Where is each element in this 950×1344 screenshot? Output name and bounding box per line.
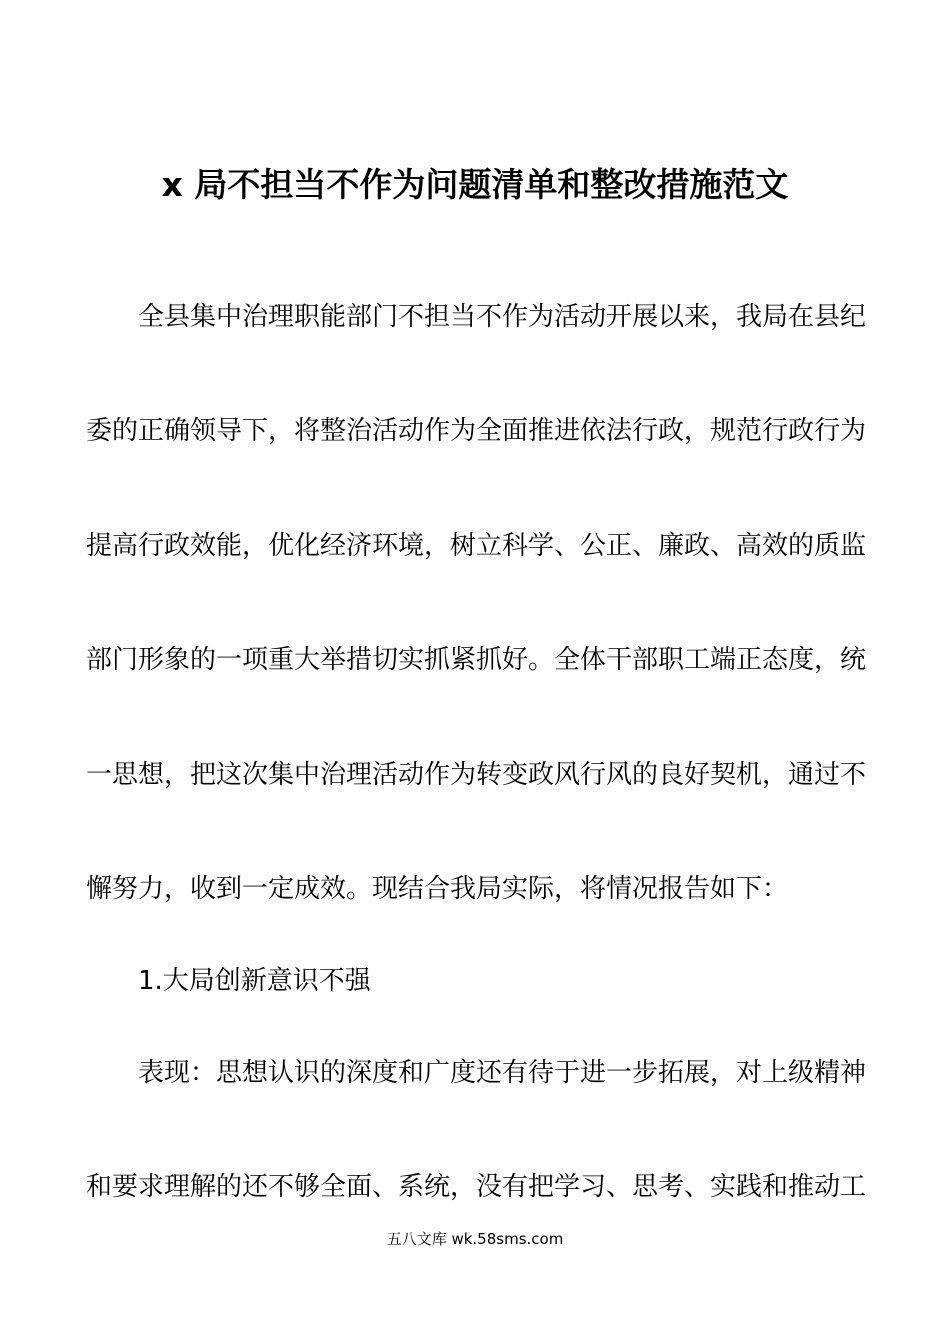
paragraph-line-4: 部门形象的一项重大举措切实抓紧抓好。全体干部职工端正态度，统 (86, 645, 866, 675)
paragraph-line-5: 一思想，把这次集中治理活动作为转变政风行风的良好契机，通过不 (86, 760, 866, 790)
paragraph-line-7: 表现：思想认识的深度和广度还有待于进一步拓展，对上级精神 (138, 1058, 866, 1088)
document-title: x 局不担当不作为问题清单和整改措施范文 (161, 165, 789, 204)
page-footer: 五八文库 wk.58sms.com (386, 1230, 564, 1248)
paragraph-line-2: 委的正确领导下，将整治活动作为全面推进依法行政，规范行政行为 (86, 416, 866, 446)
paragraph-line-1: 全县集中治理职能部门不担当不作为活动开展以来，我局在县纪 (138, 302, 866, 332)
section-heading: 1.大局创新意识不强 (138, 966, 371, 996)
paragraph-line-3: 提高行政效能，优化经济环境，树立科学、公正、廉政、高效的质监 (86, 531, 866, 561)
paragraph-line-8: 和要求理解的还不够全面、系统，没有把学习、思考、实践和推动工 (86, 1172, 866, 1202)
paragraph-line-6: 懈努力，收到一定成效。现结合我局实际，将情况报告如下： (86, 874, 789, 904)
